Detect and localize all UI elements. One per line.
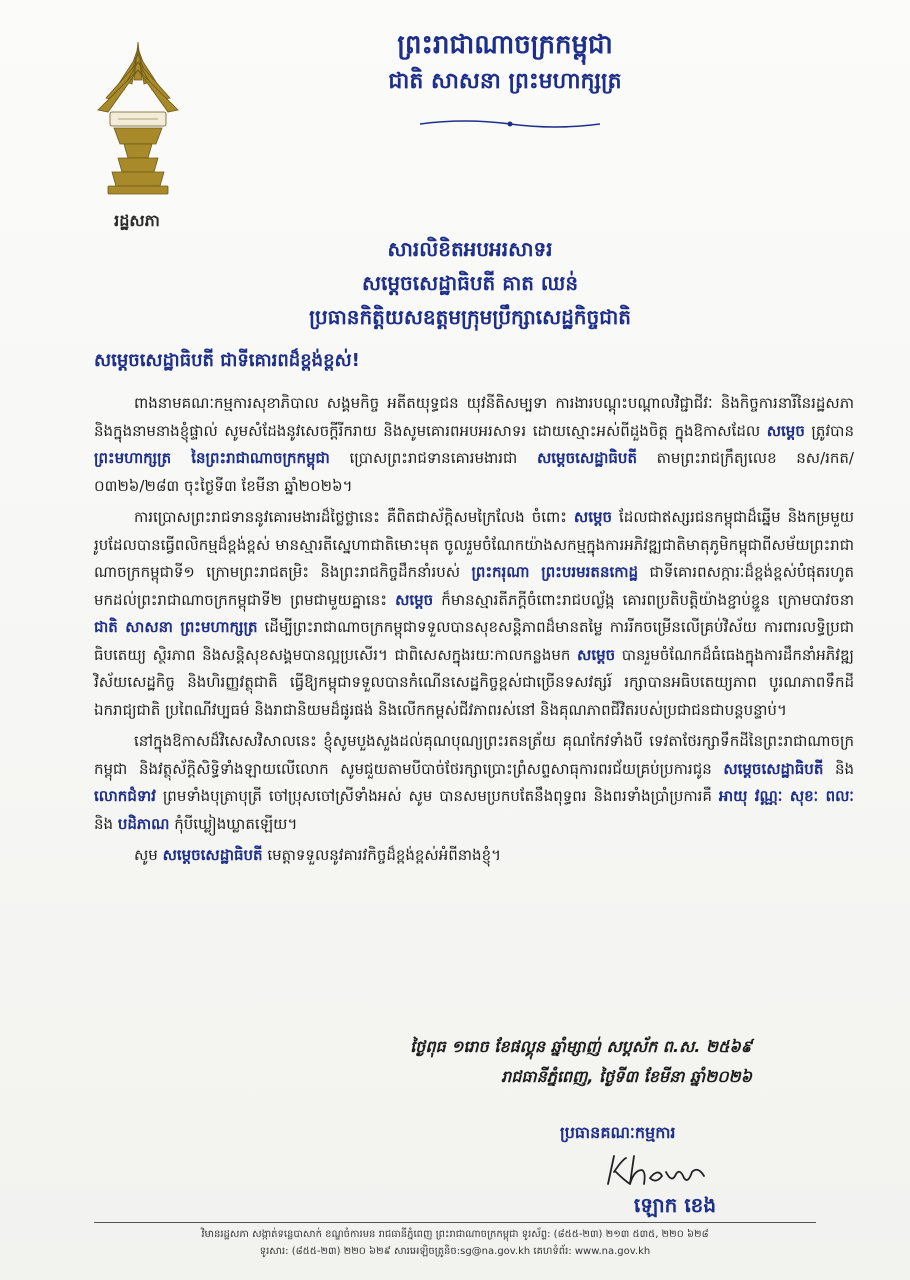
emphasis: សម្ដេចសេដ្ឋាធិបតី	[537, 449, 637, 467]
kingdom-name: ព្រះរាជាណាចក្រកម្ពុជា	[397, 30, 613, 60]
text-run: មេត្តាទទួលនូវគារវកិច្ចដ៏ខ្ពង់ខ្ពស់អំពីនាងខ្ញុំ។	[262, 846, 501, 864]
text-run: និង	[94, 814, 118, 833]
signer-title: ប្រធានគណៈកម្មការ	[560, 1123, 676, 1142]
footer	[94, 1226, 816, 1260]
letter-body	[94, 390, 854, 870]
emphasis: ព្រះករុណា ព្រះបរមរតនកោដ្ឋ	[471, 563, 639, 581]
paragraph-1	[94, 390, 854, 500]
emphasis: បដិភាណ	[117, 814, 170, 833]
text-run: ប្រោសព្រះរាជទានគោរមងារជា	[329, 449, 537, 467]
emphasis: សម្ដេច	[577, 645, 616, 664]
emphasis: សម្ដេច	[573, 508, 612, 526]
handwritten-signature	[600, 1150, 750, 1192]
paragraph-3	[94, 728, 854, 838]
paragraph-4	[94, 842, 854, 870]
text-run: ការប្រោសព្រះរាជទាននូវគោរមងារដ៏ថ្លៃថ្លានេះ គឺពិតជាស័ក្តិសមក្រៃលែង ចំពោះ	[134, 508, 574, 526]
text-run: និង	[823, 759, 855, 778]
kingdom-heading	[300, 26, 710, 98]
title-line-1: សារលិខិតអបអរសាទរ	[387, 237, 553, 261]
emphasis: សម្ដេច	[395, 590, 434, 609]
lunar-date: ថ្ងៃពុធ ១រោច ខែផល្គុន ឆ្នាំម្សាញ់ សប្តស័ក ព.ស. ២៥៦៩	[410, 1037, 752, 1056]
text-run: កុំបីឃ្លៀងឃ្លាតឡើយ។	[169, 814, 298, 833]
letter-title	[190, 232, 750, 334]
emphasis: សម្ដេចសេដ្ឋាធិបតី	[723, 759, 824, 778]
text-run: ព្រមទាំងបុត្រាបុត្រី ចៅប្រុសចៅស្រីទាំងអស់ សូម បានសមប្រកបតែនឹងពុទ្ធពរ និងពរទាំងប្រាំប្រការគឺ	[155, 787, 719, 805]
text-run: ពាងនាមគណៈកម្មការសុខាភិបាល សង្គមកិច្ច អតីតយុទ្ធជន យុវនីតិសម្បទា ការងារបណ្ដុះបណ្ដាលវិជ្ជាជីវៈ និងកិច្ចការនារីនៃរដ្ឋសភា និងក្នុងនាមនាងខ្ញុំផ្ទាល់ សូមសំដែងនូវសេចក្ដីរីករាយ និងសូមគោរពអបអរសាទរ ដោយស្មោះអស់ពីដួងចិត្ត ក្នុងឱកាសដែល	[94, 394, 854, 440]
salutation: សម្ដេចសេដ្ឋាធិបតី ជាទីគោរពដ៏ខ្ពង់ខ្ពស់!	[94, 350, 360, 371]
text-run: តាមព្រះរាជក្រឹត្យលេខ នស/រកត/០៣២៦/២៨៣ ចុះថ្ងៃទី៣ ខែមីនា ឆ្នាំ២០២៦។	[94, 449, 854, 495]
signer-name: ឡោក ខេង	[633, 1193, 717, 1217]
ministry-label: រដ្ឋសភា	[114, 211, 160, 230]
title-line-3: ប្រធានកិត្តិយសឧត្តមក្រុមប្រឹក្សាសេដ្ឋកិច្ចជាតិ	[309, 305, 631, 329]
emphasis: លោកជំទាវ	[94, 787, 156, 805]
text-run: ដើម្បីព្រះរាជាណាចក្រកម្ពុជាទទួលបានសុខសន្តិភាពដ៏មានតម្លៃ ការរីកចម្រើនលើគ្រប់វិស័យ ការពារលទ្ធិប្រជាធិបតេយ្យ ស្ថិរភាព និងសន្តិសុខសង្គមបានល្អប្រសើរ។ ជាពិសេសក្នុងរយៈកាលកន្លងមក	[94, 618, 854, 664]
text-run: ជាទីគោរពសក្ការៈដ៏ខ្ពង់ខ្ពស់បំផុតរហូតមកដល់ព្រះរាជាណាចក្រកម្ពុជាទី២ ព្រមជាមួយគ្នានេះ	[94, 563, 854, 609]
paragraph-2	[94, 504, 854, 724]
footer-divider	[94, 1222, 816, 1223]
closing-block	[94, 1032, 854, 1092]
title-line-2: សម្ដេចសេដ្ឋាធិបតី គាត ឈន់	[361, 271, 579, 295]
text-run: ត្រូវបាន	[804, 421, 854, 440]
text-run: សូម	[134, 846, 163, 864]
emphasis: ជាតិ សាសនា ព្រះមហាក្សត្រ	[94, 618, 258, 636]
text-run: ក៏មានស្មារតីភក្តីចំពោះរាជបល្ល័ង្ក គោរពប្រតិបត្តិយ៉ាងខ្ជាប់ខ្ជួន ក្រោមបាវចនា	[433, 590, 854, 609]
emphasis: អាយុ វណ្ណៈ សុខៈ ពលៈ	[718, 787, 854, 805]
national-assembly-emblem-icon	[88, 40, 188, 200]
emphasis: សម្ដេចសេដ្ឋាធិបតី	[162, 846, 263, 864]
footer-contact: ទូរសារ: (៨៥៥-២៣) ២២០ ៦២៩ សារអេឡិចត្រូនិច:sg@na.gov.kh គេហទំព័រ: www.na.gov.kh	[259, 1246, 651, 1257]
text-run: បានរួមចំណែកដ៏ធំធេងក្នុងការដឹកនាំអភិវឌ្ឍវិស័យសេដ្ឋកិច្ច និងហិរញ្ញវត្ថុជាតិ ធ្វើឱ្យកម្ពុជាទទួលបានកំណើនសេដ្ឋកិច្ចខ្ពស់ជាច្រើនទសវត្សរ៍ រក្សាបានអធិបតេយ្យភាព បូរណភាពទឹកដី ឯករាជ្យជាតិ ប្រពៃណីវប្បធម៌ និងរាជានិយមដ៏ផូរផង់ និងលើកកម្ពស់ជីវភាពរស់នៅ និងគុណភាពជីវិតរបស់ប្រជាជនជាបន្តបន្ទាប់។	[94, 645, 854, 719]
text-run: ដែលជាឥស្សរជនកម្ពុជាដ៏ឆ្នើម និងកម្រមួយរូបដែលបានធ្វើពលិកម្មដ៏ខ្ពង់ខ្ពស់ មានស្មារតីស្នេហាជាតិមោះមុត ចូលរួមចំណែកយ៉ាងសកម្មក្នុងការអភិវឌ្ឍជាតិមាតុភូមិកម្ពុជាពីសម័យព្រះរាជាណាចក្រកម្ពុជាទី១ ក្រោមព្រះរាជតម្រិះ និងព្រះរាជកិច្ចដឹកនាំរបស់	[94, 508, 854, 581]
national-motto: ជាតិ សាសនា ព្រះមហាក្សត្រ	[388, 68, 622, 94]
text-run: នៅក្នុងឱកាសដ៏វិសេសវិសាលនេះ ខ្ញុំសូមបួងសួងដល់គុណបុណ្យព្រះរតនត្រ័យ គុណកែវទាំងបី ទេវតាថែរក្សាទឹកដីនៃព្រះរាជាណាចក្រកម្ពុជា និងវត្ថុស័ក្តិសិទ្ធិទាំងឡាយលើលោក សូមជួយតាមបីបាច់ថែរក្សាប្រោះព្រំសព្ទសាធុការពរជ័យគ្រប់ប្រការជូន	[94, 732, 854, 778]
ornament-divider-icon	[420, 118, 600, 130]
emphasis: សម្ដេច	[766, 421, 805, 440]
place-date: រាជធានីភ្នំពេញ, ថ្ងៃទី៣ ខែមីនា ឆ្នាំ២០២៦	[501, 1067, 752, 1086]
footer-address: វិមានរដ្ឋសភា សង្កាត់ទន្លេបាសាក់ ខណ្ឌចំការមន រាជធានីភ្នំពេញ ព្រះរាជាណាចក្រកម្ពុជា ទូរស័ព្ទ: (៨៥៥-២៣) ២១៣ ៥៣៥, ២២០ ៦២៨	[201, 1229, 709, 1240]
emphasis: ព្រះមហាក្សត្រ នៃព្រះរាជាណាចក្រកម្ពុជា	[94, 449, 330, 467]
